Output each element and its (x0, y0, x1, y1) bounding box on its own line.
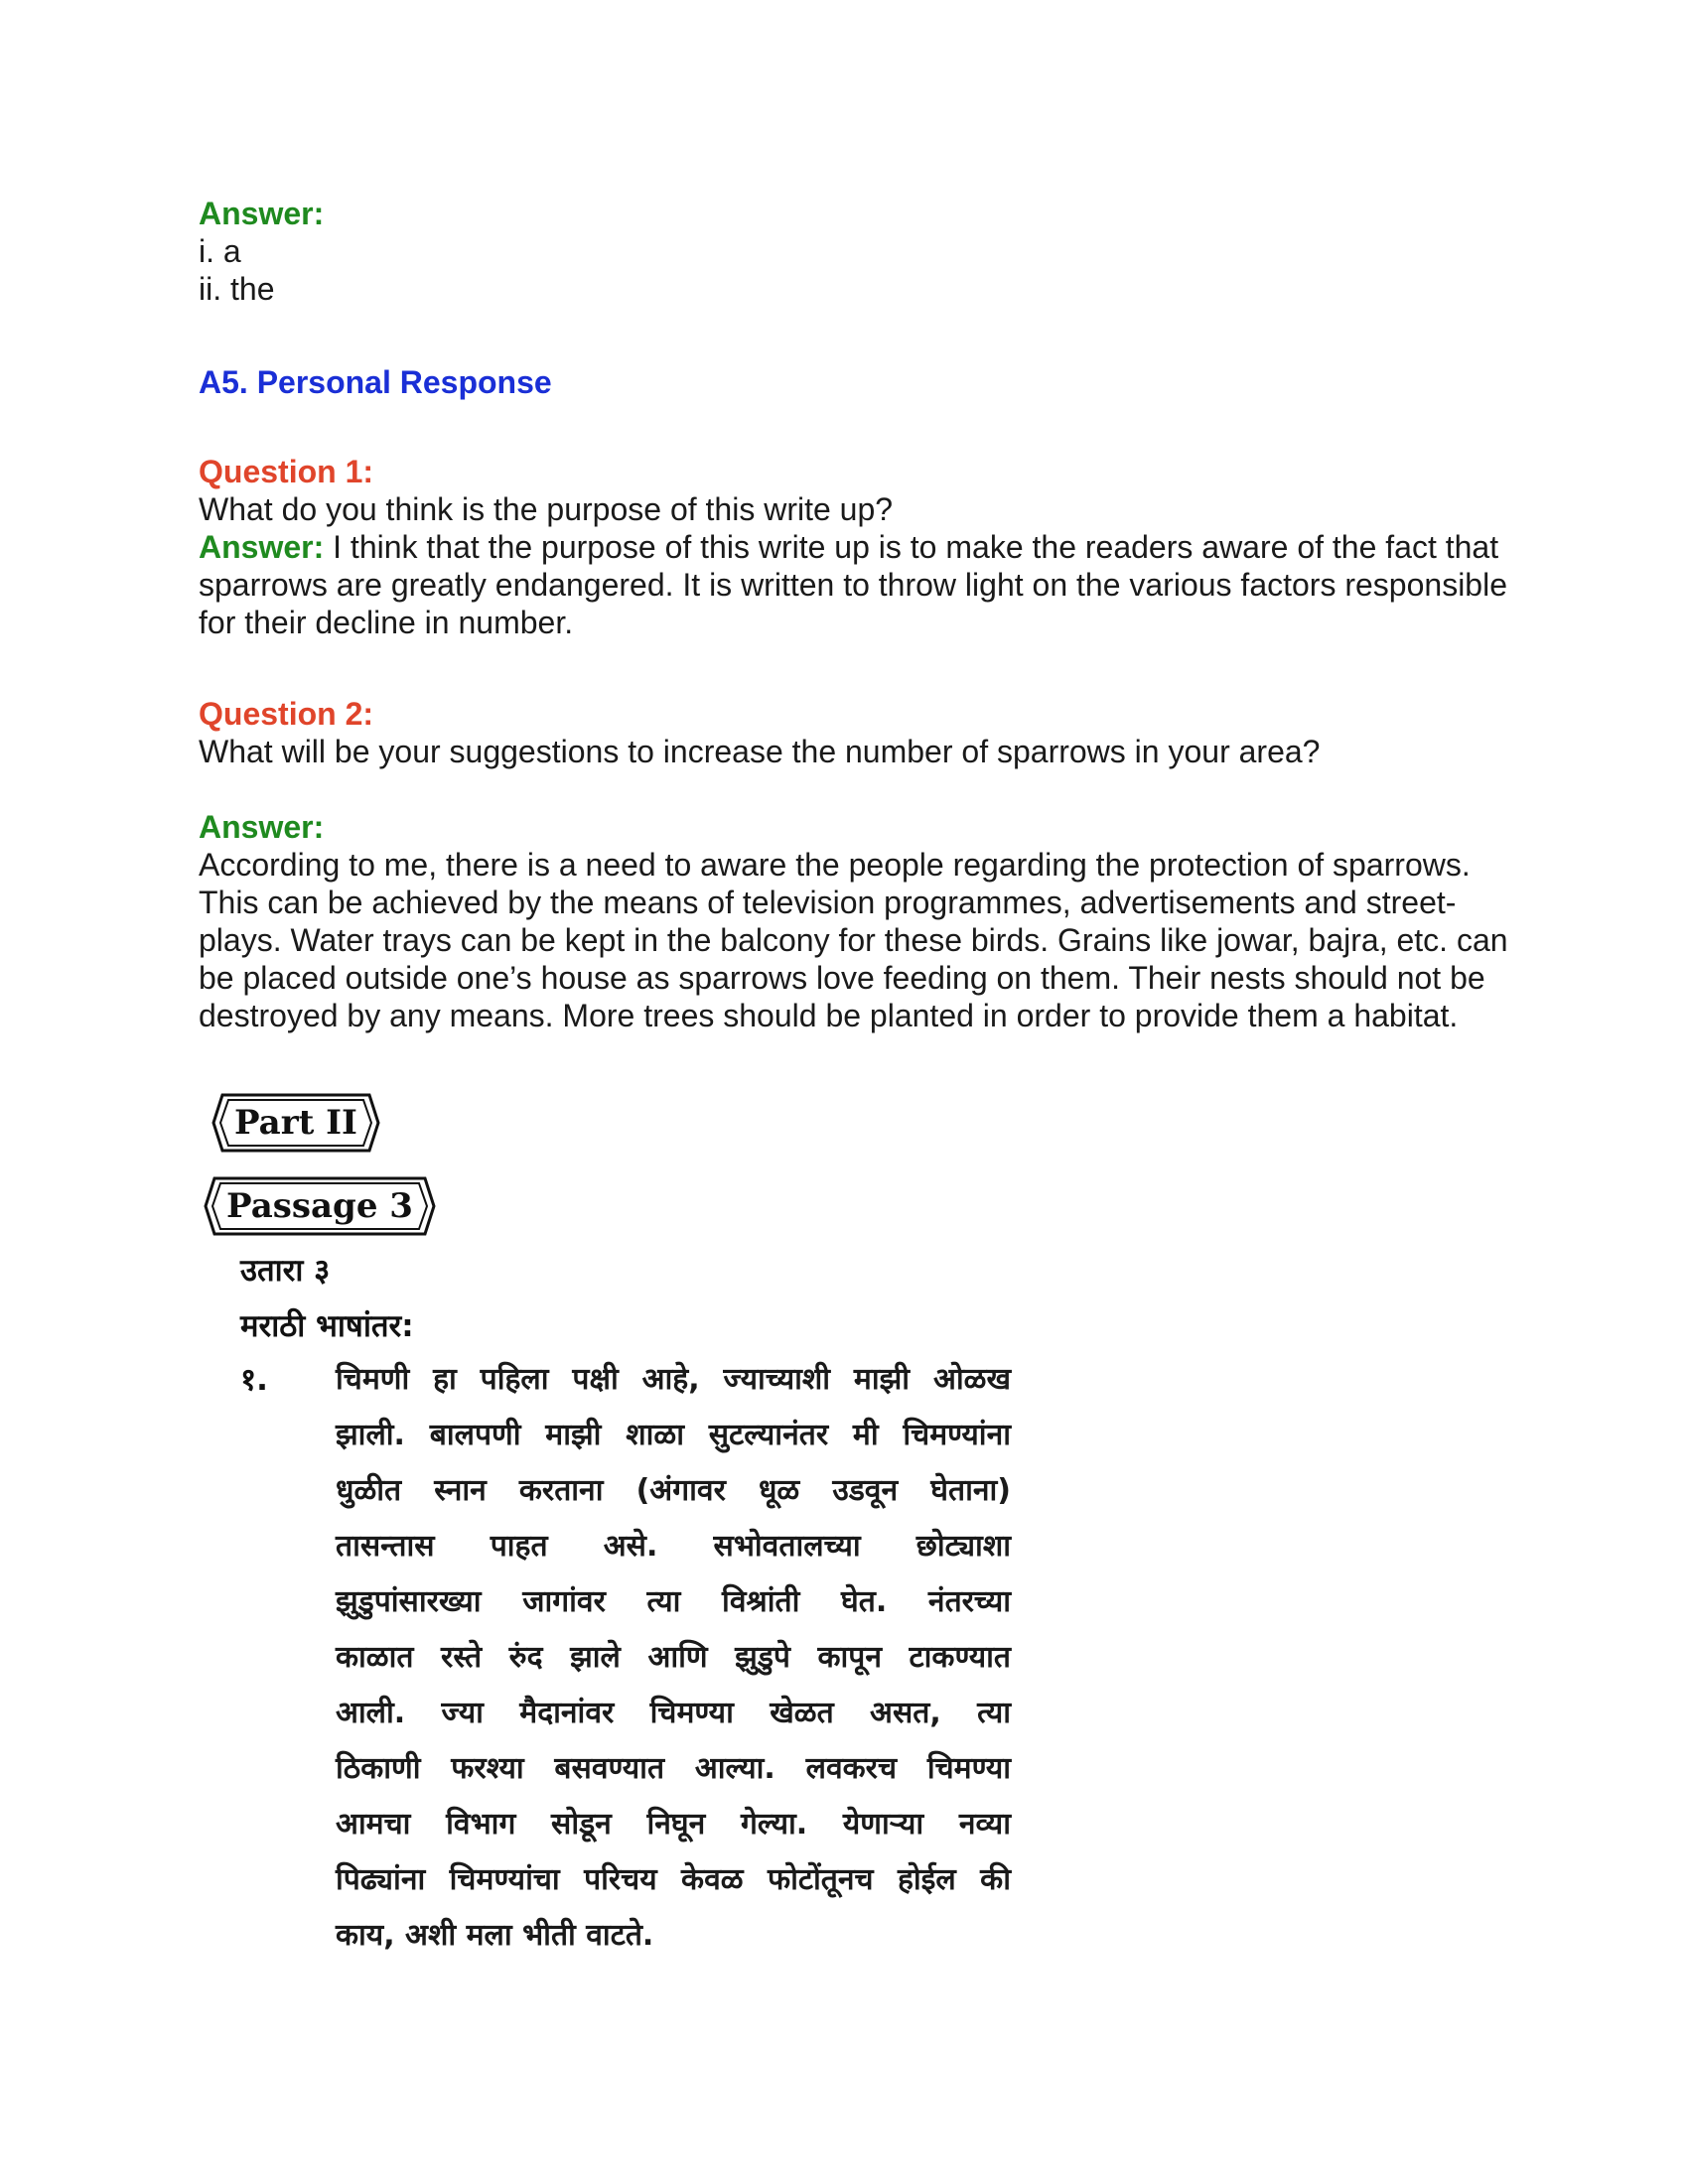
part-tag (211, 1092, 381, 1154)
marathi-paragraph-number: १. (240, 1362, 268, 1398)
marathi-line: झाली. बालपणी माझी शाळा सुटल्यानंतर मी चिमण्यांना (336, 1418, 1011, 1452)
marathi-line: काळात रस्ते रुंद झाले आणि झुडुपे कापून टाकण्यात (336, 1640, 1011, 1675)
marathi-line: धुळीत स्नान करताना (अंगावर धूळ उडवून घेताना) (336, 1473, 1011, 1508)
marathi-line: आली. ज्या मैदानांवर चिमण्या खेळत असत, त्या (336, 1696, 1011, 1730)
answer-item-1: i. a (199, 233, 241, 269)
marathi-line: आमचा विभाग सोडून निघून गेल्या. येणाऱ्या नव्या (336, 1807, 1011, 1842)
question-2-answer-label: Answer: (199, 809, 325, 845)
marathi-line: काय, अशी मला भीती वाटते. (336, 1918, 654, 1953)
marathi-paragraph (336, 1352, 1011, 1964)
question-1-label: Question 1: (199, 454, 374, 489)
question-1-block (199, 453, 1509, 641)
marathi-title: उतारा ३ (240, 1253, 331, 1289)
question-2-answer-block (199, 808, 1509, 1034)
passage-tag (203, 1175, 437, 1237)
answer-block-1 (199, 195, 1509, 308)
question-2-label: Question 2: (199, 696, 374, 732)
marathi-line: तासन्तास पाहत असे. सभोवतालच्या छोट्याशा (336, 1529, 1011, 1564)
question-2-block (199, 695, 1509, 770)
marathi-line: पिढ्यांना चिमण्यांचा परिचय केवळ फोटोंतूनच होईल की (336, 1862, 1011, 1897)
section-title: A5. Personal Response (199, 364, 552, 400)
marathi-line: चिमणी हा पहिला पक्षी आहे, ज्याच्याशी माझी ओळख (336, 1362, 1011, 1397)
marathi-subtitle: मराठी भाषांतर: (240, 1308, 414, 1344)
question-2-answer-text: According to me, there is a need to aware the people regarding the protection of sparrows. This can be achieved by the means of television programmes, advertisements and street-plays. Water trays can be kept in the balcony for these birds. Grains like jowar, bajra, etc. can be placed outside one’s house as sparrows love feeding on them. Their nests should not be destroyed by any means. More trees should be planted in order to provide them a habitat. (199, 847, 1508, 1033)
marathi-line: झुडुपांसारख्या जागांवर त्या विश्रांती घेत. नंतरच्या (336, 1584, 1011, 1619)
answer-label: Answer: (199, 196, 325, 231)
part-tag-label: Part II (234, 1103, 357, 1143)
question-1-answer-text: I think that the purpose of this write up is to make the readers aware of the fact that sparrows are greatly endangered. It is written to throw light on the various factors responsible for their decline in number. (199, 529, 1507, 640)
question-2-text: What will be your suggestions to increase the number of sparrows in your area? (199, 734, 1321, 769)
answer-item-2: ii. the (199, 271, 275, 307)
question-1-text: What do you think is the purpose of this write up? (199, 491, 894, 527)
question-1-answer-label: Answer: (199, 529, 325, 565)
passage-tag-label: Passage 3 (226, 1186, 413, 1226)
marathi-line: ठिकाणी फरश्या बसवण्यात आल्या. लवकरच चिमण्या (336, 1751, 1011, 1786)
